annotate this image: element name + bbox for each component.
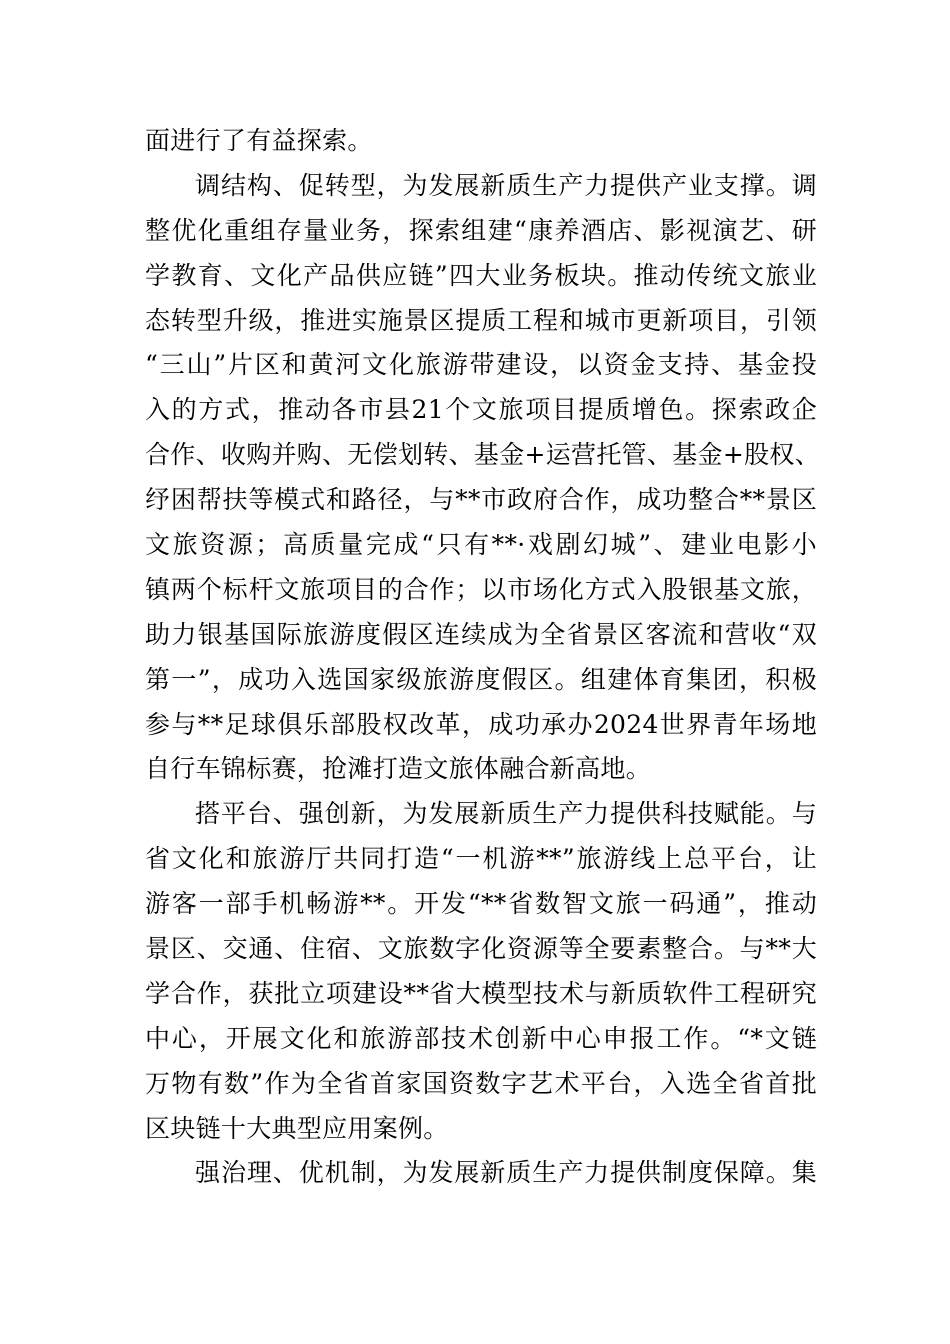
text-line: 参与**足球俱乐部股权改革，成功承办2024世界青年场地 [145,709,817,739]
text-line: 省文化和旅游厅共同打造“一机游**”旅游线上总平台，让 [145,844,817,874]
text-line: 文旅资源；高质量完成“只有**·戏剧幻城”、建业电影小 [145,530,817,560]
paragraph-first-line: 强治理、优机制，为发展新质生产力提供制度保障。集 [195,1158,817,1188]
text-line: 区块链十大典型应用案例。 [145,1113,449,1143]
text-line: 中心，开展文化和旅游部技术创新中心申报工作。“*文链 [145,1023,817,1053]
text-line: 镇两个标杆文旅项目的合作；以市场化方式入股银基文旅， [145,574,817,604]
text-line: 学教育、文化产品供应链”四大业务板块。推动传统文旅业 [145,260,817,290]
text-line: “三山”片区和黄河文化旅游带建设，以资金支持、基金投 [145,350,817,380]
text-line: 整优化重组存量业务，探索组建“康养酒店、影视演艺、研 [145,215,817,245]
text-line: 学合作，获批立项建设**省大模型技术与新质软件工程研究 [145,978,817,1008]
text-line: 自行车锦标赛，抢滩打造文旅体融合新高地。 [145,754,652,784]
text-line: 合作、收购并购、无偿划转、基金+运营托管、基金+股权、 [145,440,820,470]
text-line: 景区、交通、住宿、文旅数字化资源等全要素整合。与**大 [145,934,817,964]
text-line: 纾困帮扶等模式和路径，与**市政府合作，成功整合**景区 [145,485,817,515]
text-line: 面进行了有益探索。 [145,126,373,155]
paragraph-first-line: 调结构、促转型，为发展新质生产力提供产业支撑。调 [195,170,817,200]
paragraph-first-line: 搭平台、强创新，为发展新质生产力提供科技赋能。与 [195,799,817,829]
text-line: 第一”，成功入选国家级旅游度假区。组建体育集团，积极 [145,664,817,694]
text-line: 入的方式，推动各市县21个文旅项目提质增色。探索政企 [145,395,817,425]
text-line: 态转型升级，推进实施景区提质工程和城市更新项目，引领 [145,305,817,335]
body-text [145,119,820,1196]
text-line: 游客一部手机畅游**。开发“**省数智文旅一码通”，推动 [145,889,817,919]
text-line: 万物有数”作为全省首家国资数字艺术平台，入选全省首批 [145,1068,817,1098]
text-line: 助力银基国际旅游度假区连续成为全省景区客流和营收“双 [145,619,817,649]
